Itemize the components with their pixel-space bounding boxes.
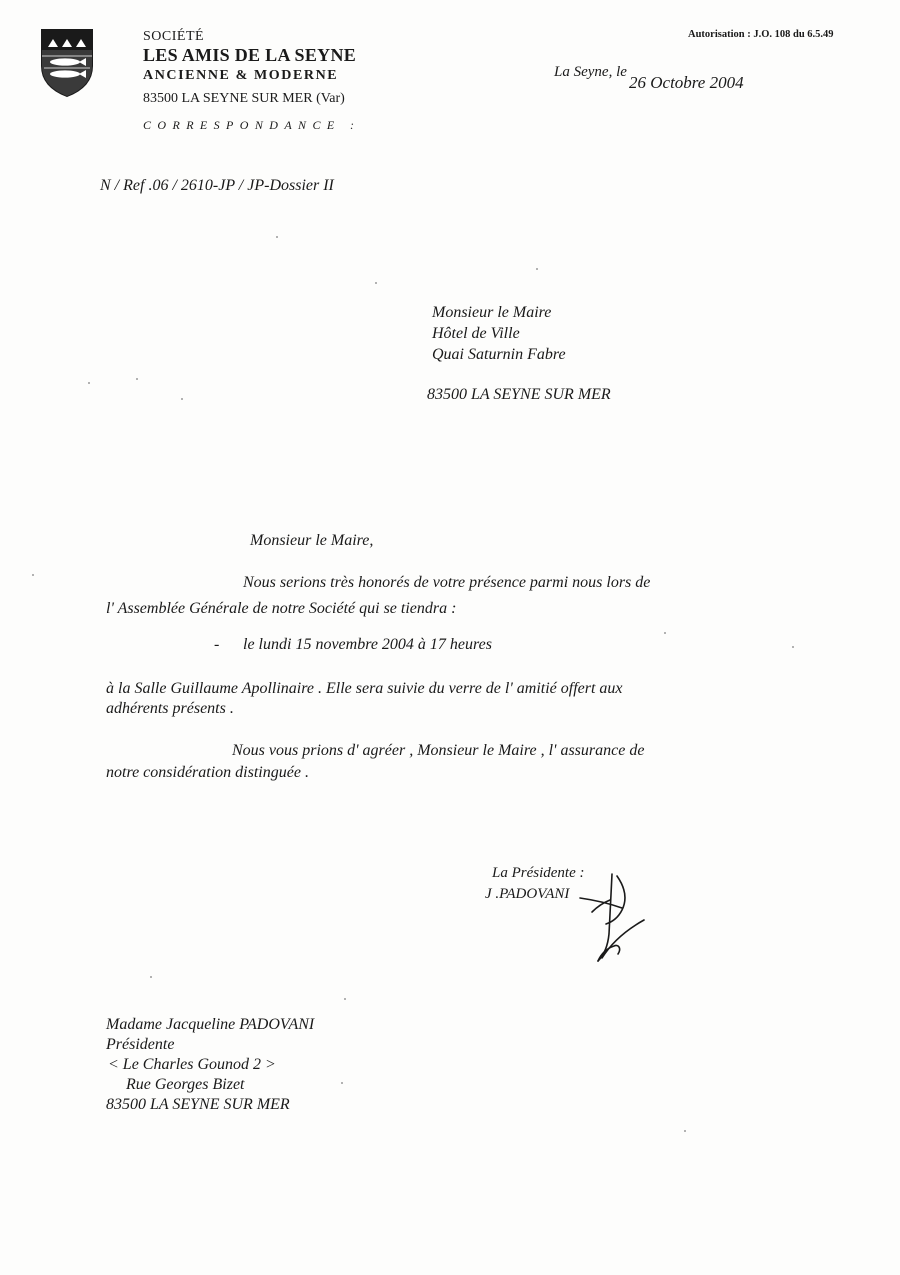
sender-line-5: 83500 LA SEYNE SUR MER: [106, 1096, 290, 1113]
scan-speck: [536, 268, 538, 270]
letterhead-correspondance: CORRESPONDANCE :: [143, 118, 361, 132]
scan-speck: [792, 646, 794, 648]
scan-speck: [344, 998, 346, 1000]
salutation: Monsieur le Maire,: [250, 532, 374, 549]
signature-name: J .PADOVANI: [485, 886, 570, 902]
scan-speck: [136, 378, 138, 380]
reference-number: N / Ref .06 / 2610-JP / JP-Dossier II: [100, 177, 334, 194]
scan-speck: [684, 1130, 686, 1132]
paragraph-2-line-1: à la Salle Guillaume Apollinaire . Elle sera suivie du verre de l' amitié offert aux: [106, 680, 623, 697]
paragraph-1-line-1: Nous serions très honorés de votre présence parmi nous lors de: [243, 574, 651, 591]
signature-role: La Présidente :: [492, 865, 585, 881]
scan-speck: [32, 574, 34, 576]
recipient-line-2: Hôtel de Ville: [432, 325, 520, 342]
letterhead-societe: SOCIÉTÉ: [143, 29, 205, 44]
scan-speck: [181, 398, 183, 400]
scan-speck: [276, 236, 278, 238]
letterhead-subtitle: ANCIENNE & MODERNE: [143, 68, 339, 83]
scan-speck: [375, 282, 377, 284]
sender-line-2: Présidente: [106, 1036, 175, 1053]
event-date-line: le lundi 15 novembre 2004 à 17 heures: [243, 636, 492, 653]
handwritten-signature-icon: [572, 868, 654, 966]
sender-line-1: Madame Jacqueline PADOVANI: [106, 1016, 315, 1033]
date-prefix: La Seyne, le: [554, 64, 627, 80]
scan-speck: [150, 976, 152, 978]
paragraph-3-line-1: Nous vous prions d' agréer , Monsieur le Maire , l' assurance de: [232, 742, 645, 759]
coat-of-arms-icon: [40, 28, 94, 98]
date-value: 26 Octobre 2004: [629, 73, 744, 92]
recipient-line-1: Monsieur le Maire: [432, 304, 552, 321]
letterhead-name: LES AMIS DE LA SEYNE: [143, 45, 357, 65]
recipient-city: 83500 LA SEYNE SUR MER: [427, 386, 611, 403]
bullet-dash: -: [214, 636, 220, 653]
sender-line-4: Rue Georges Bizet: [126, 1076, 245, 1093]
scan-speck: [664, 632, 666, 634]
authorisation-note: Autorisation : J.O. 108 du 6.5.49: [688, 29, 834, 40]
paragraph-2-line-2: adhérents présents .: [106, 700, 234, 717]
letterhead-address: 83500 LA SEYNE SUR MER (Var): [143, 91, 345, 106]
paragraph-3-line-2: notre considération distinguée .: [106, 764, 309, 781]
sender-address: [106, 1015, 314, 1115]
recipient-address: [432, 302, 566, 365]
sender-line-3: < Le Charles Gounod 2 >: [108, 1056, 276, 1073]
paragraph-1-line-2: l' Assemblée Générale de notre Société qui se tiendra :: [106, 600, 457, 617]
scan-speck: [88, 382, 90, 384]
recipient-line-3: Quai Saturnin Fabre: [432, 346, 566, 363]
scan-speck: [341, 1082, 343, 1084]
